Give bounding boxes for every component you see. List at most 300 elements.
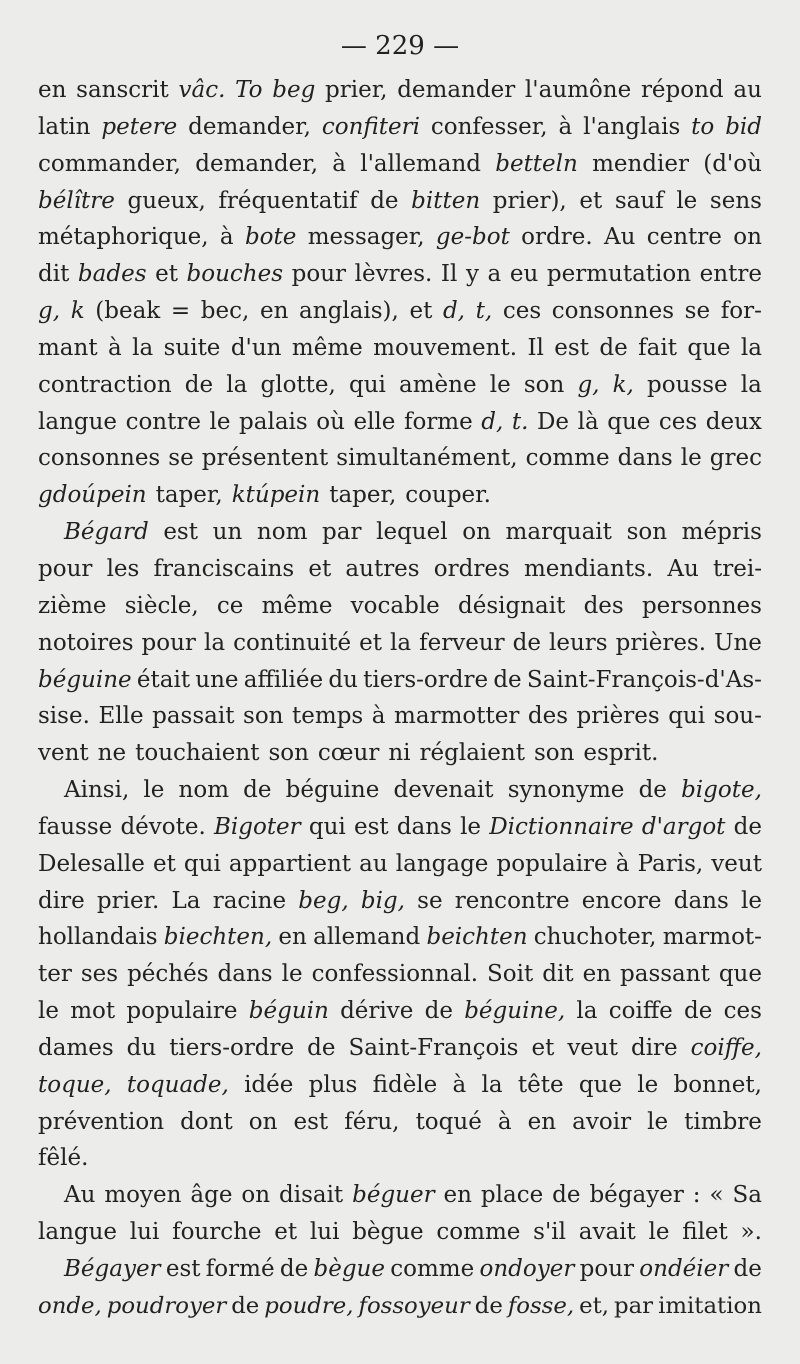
body-text: [38, 72, 762, 1325]
word: rencontre: [454, 887, 570, 914]
word: la: [226, 371, 248, 398]
word: trei-: [712, 555, 762, 582]
word: k: [70, 298, 85, 325]
word: du: [126, 1034, 157, 1061]
word: son: [268, 740, 309, 767]
word: tête: [517, 1071, 564, 1098]
word: réglaient: [419, 740, 525, 767]
word: dit: [542, 961, 574, 988]
word: permutation: [546, 261, 692, 288]
word: langue: [38, 408, 118, 435]
word: taper,: [329, 482, 397, 509]
word: tiers-ordre: [363, 666, 489, 693]
word: glotte,: [260, 371, 336, 398]
word: pour: [291, 261, 347, 288]
word: contre: [125, 408, 201, 435]
word: demander,: [188, 113, 311, 140]
word: mendiants.: [523, 555, 654, 582]
word: désignait: [458, 592, 566, 619]
word: affiliée: [243, 666, 324, 693]
word: Elle: [98, 703, 144, 730]
word: confiteri: [321, 113, 420, 140]
word: le: [460, 813, 482, 840]
word: en: [443, 1182, 472, 1209]
word: comme: [436, 1219, 521, 1246]
word: messager,: [307, 224, 425, 251]
word: en: [278, 924, 307, 951]
word: béguine,: [464, 998, 566, 1025]
word: au: [733, 77, 762, 103]
word: moyen: [104, 1182, 182, 1209]
word: taper,: [155, 482, 223, 509]
word: se: [684, 298, 711, 325]
word: lui: [309, 1219, 340, 1246]
word: Une: [714, 629, 762, 656]
text-line: [38, 256, 762, 293]
word: mendier: [592, 150, 689, 177]
word: même: [291, 334, 363, 361]
word: marmot-: [662, 924, 762, 951]
word: que: [718, 961, 762, 988]
word: to: [691, 113, 715, 140]
text-line: [38, 1288, 762, 1325]
word: bote: [244, 224, 297, 251]
word: gdoúpein: [38, 482, 147, 509]
word: allemand: [313, 924, 421, 951]
word: Au: [603, 224, 636, 251]
word: coiffe,: [690, 1034, 762, 1061]
word: de: [512, 629, 541, 656]
text-line: [38, 1251, 762, 1288]
text-line: [38, 440, 762, 477]
word: Au: [64, 1182, 96, 1209]
word: betteln: [495, 150, 578, 177]
word: le: [676, 187, 698, 214]
word: demander,: [195, 150, 319, 177]
text-line: [38, 551, 762, 588]
text-line: [38, 477, 762, 514]
word: contraction: [38, 371, 172, 398]
word: veut: [711, 850, 762, 877]
word: onde,: [38, 1292, 102, 1319]
word: Au: [667, 555, 699, 582]
text-line: [38, 109, 762, 146]
word: sens: [709, 187, 762, 214]
word: palais: [239, 408, 308, 435]
word: timbre: [684, 1108, 762, 1135]
word: à: [558, 113, 573, 140]
word: à: [107, 334, 122, 361]
word: par: [322, 519, 362, 546]
word: ni: [388, 740, 411, 767]
word: beg,: [298, 887, 349, 914]
word: La: [171, 887, 201, 914]
word: encore: [581, 887, 662, 914]
word: hollandais: [38, 924, 158, 951]
word: de: [370, 187, 399, 214]
word: vent: [38, 740, 89, 767]
word: marquait: [505, 519, 612, 546]
word: fosse,: [507, 1292, 575, 1319]
word: imitation: [658, 1292, 762, 1319]
word: zième: [38, 592, 107, 619]
text-line: [38, 956, 762, 993]
word: pour: [579, 1256, 635, 1282]
word: le: [209, 408, 231, 435]
word: que: [687, 334, 731, 361]
word: ondéier: [639, 1256, 729, 1282]
word: et: [531, 1034, 555, 1061]
word: couper.: [405, 482, 491, 509]
word: d,: [481, 408, 504, 435]
word: veut: [567, 1034, 618, 1061]
word: à: [615, 850, 630, 877]
word: grec: [709, 445, 762, 472]
word: comme: [525, 445, 610, 472]
text-line: [38, 146, 762, 183]
word: la: [576, 998, 598, 1025]
word: ktúpein: [231, 482, 321, 509]
word: à: [332, 150, 346, 177]
word: à: [371, 703, 386, 730]
word: et: [155, 261, 178, 288]
word: un: [212, 519, 243, 546]
word: deux: [705, 408, 762, 435]
text-line: [38, 809, 762, 846]
word: se: [168, 445, 194, 472]
word: prier.: [96, 887, 160, 914]
word: «: [709, 1182, 724, 1209]
word: prières: [576, 703, 660, 730]
word: par: [614, 1292, 654, 1319]
text-line: [38, 772, 762, 809]
word: une: [195, 666, 239, 693]
text-line: [38, 883, 762, 920]
word: fourche: [172, 1219, 262, 1246]
text-line: [38, 367, 762, 404]
word: et: [409, 298, 433, 325]
word: a: [487, 261, 502, 288]
word: eu: [509, 261, 539, 288]
word: se: [417, 887, 443, 914]
word: De: [536, 408, 570, 435]
word: présentent: [201, 445, 329, 472]
word: Il: [440, 261, 458, 288]
word: la: [132, 334, 154, 361]
word: racine: [212, 887, 287, 914]
word: bègue: [352, 1219, 424, 1246]
word: avait: [578, 1219, 636, 1246]
word: qui: [308, 813, 346, 840]
word: fait: [638, 334, 677, 361]
word: suite: [163, 334, 221, 361]
text-line: [38, 1177, 762, 1214]
text-line: [38, 1030, 762, 1067]
word: ces: [658, 408, 698, 435]
word: forme: [403, 408, 473, 435]
word: bitten: [411, 187, 481, 214]
word: au: [359, 850, 388, 877]
text-line: [38, 1067, 762, 1104]
word: place: [480, 1182, 544, 1209]
word: dérive: [340, 998, 414, 1025]
word: la: [203, 629, 226, 656]
word: g,: [38, 298, 61, 325]
word: le: [489, 371, 511, 398]
word: ordres: [433, 555, 510, 582]
word: lèvres.: [354, 261, 433, 288]
word: béguine: [38, 666, 132, 693]
word: comme: [390, 1256, 475, 1282]
word: béguine: [285, 777, 380, 804]
text-line: [38, 1104, 762, 1141]
word: prier),: [492, 187, 567, 214]
word: de: [231, 1292, 260, 1319]
word: et: [579, 187, 603, 214]
word: temps: [292, 703, 364, 730]
word: simultanément,: [336, 445, 518, 472]
word: d,: [442, 298, 465, 325]
word: la: [481, 1071, 503, 1098]
word: est: [163, 519, 198, 546]
word: est: [293, 1108, 329, 1135]
word: son: [523, 371, 565, 398]
word: de: [279, 1256, 309, 1282]
word: dans: [673, 887, 729, 914]
word: ter: [38, 961, 72, 988]
word: notoires: [38, 629, 134, 656]
word: dit: [38, 261, 70, 288]
word: de: [684, 998, 713, 1025]
word: bid: [725, 113, 762, 140]
word: bégayer: [589, 1182, 684, 1209]
word: où: [316, 408, 345, 435]
word: ferveur: [419, 629, 505, 656]
word: petere: [101, 113, 178, 140]
word: on: [248, 1108, 278, 1135]
word: et: [308, 555, 332, 582]
word: poudre,: [264, 1292, 354, 1319]
word: t.: [511, 408, 529, 435]
word: dans: [617, 445, 673, 472]
word: (d'où: [703, 150, 762, 177]
word: féru,: [344, 1108, 400, 1135]
word: dire: [630, 1034, 678, 1061]
word: on: [241, 1182, 271, 1209]
word: ses: [80, 961, 119, 988]
word: âge: [190, 1182, 233, 1209]
word: ordre.: [521, 224, 593, 251]
word: les: [106, 555, 140, 582]
text-line: [38, 993, 762, 1030]
word: Delesalle: [38, 850, 145, 877]
word: Bigoter: [213, 813, 301, 840]
word: en: [582, 961, 612, 988]
word: cœur: [317, 740, 380, 767]
text-line: [38, 183, 762, 220]
word: fidèle: [372, 1071, 438, 1098]
word: consonnes: [38, 445, 161, 472]
word: filet: [682, 1219, 728, 1246]
word: d'argot: [641, 813, 726, 840]
word: mépris: [681, 519, 762, 546]
word: bec,: [200, 298, 250, 325]
word: =: [170, 298, 191, 325]
word: des: [527, 703, 568, 730]
word: mant: [38, 334, 98, 361]
word: l'anglais: [583, 113, 681, 140]
word: Bégard: [64, 519, 149, 546]
word: de: [243, 777, 272, 804]
word: centre: [646, 224, 722, 251]
word: Paris,: [637, 850, 704, 877]
word: de: [493, 666, 522, 693]
word: bélître: [38, 187, 115, 214]
word: confessionnal.: [311, 961, 479, 988]
word: langage: [395, 850, 489, 877]
word: même: [261, 592, 333, 619]
word: que: [607, 408, 651, 435]
word: ce: [216, 592, 244, 619]
word: de: [599, 334, 628, 361]
word: ondoyer: [479, 1256, 575, 1282]
word: appartient: [228, 850, 352, 877]
word: le: [281, 961, 303, 988]
word: confesser,: [430, 113, 548, 140]
word: mouvement.: [373, 334, 518, 361]
word: du: [328, 666, 358, 693]
word: est: [554, 334, 589, 361]
word: pour: [141, 629, 196, 656]
word: son: [243, 703, 284, 730]
word: son: [533, 740, 575, 767]
word: lequel: [376, 519, 448, 546]
word: synonyme: [507, 777, 625, 804]
word: répond: [640, 77, 724, 103]
word: dont: [180, 1108, 233, 1135]
word: dames: [38, 1034, 114, 1061]
word: dire: [38, 887, 85, 914]
word: populaire: [496, 850, 608, 877]
word: poudroyer: [106, 1292, 227, 1319]
word: d'un: [230, 334, 282, 361]
word: à: [219, 224, 234, 251]
word: commander,: [38, 150, 181, 177]
word: Ainsi,: [64, 777, 130, 804]
word: le: [740, 887, 762, 914]
word: nom: [178, 777, 230, 804]
word: que: [578, 1071, 623, 1098]
word: idée: [244, 1071, 294, 1098]
word: vâc.: [178, 77, 226, 103]
word: béguin: [248, 998, 329, 1025]
word: toquade,: [126, 1071, 229, 1098]
word: le: [648, 1219, 670, 1246]
word: latin: [38, 113, 91, 140]
word: avoir: [572, 1108, 632, 1135]
word: des: [583, 592, 624, 619]
word: Saint-François-d'As-: [526, 666, 762, 693]
text-line: [38, 514, 762, 551]
word: le: [647, 1108, 669, 1135]
word: disait: [278, 1182, 344, 1209]
text-line: [38, 625, 762, 662]
word: amène: [399, 371, 477, 398]
word: prévention: [38, 1108, 165, 1135]
word: dans: [396, 813, 452, 840]
word: personnes: [641, 592, 762, 619]
word: de: [184, 371, 214, 398]
word: de: [552, 1182, 581, 1209]
word: bègue: [313, 1256, 385, 1282]
word: elle: [353, 408, 396, 435]
word: pour: [38, 555, 93, 582]
word: fréquentatif: [218, 187, 358, 214]
word: dévote.: [120, 813, 206, 840]
word: beichten: [426, 924, 528, 951]
text-line: [38, 404, 762, 441]
word: on: [733, 224, 762, 251]
word: là: [577, 408, 599, 435]
word: qui: [668, 703, 706, 730]
word: fossoyeur: [358, 1292, 470, 1319]
word: de: [424, 998, 453, 1025]
word: de: [474, 1292, 503, 1319]
word: bonnet,: [673, 1071, 762, 1098]
word: big,: [360, 887, 405, 914]
text-line: [38, 1140, 762, 1177]
word: passant: [620, 961, 710, 988]
text-line: [38, 293, 762, 330]
word: entre: [699, 261, 762, 288]
word: la: [740, 371, 762, 398]
word: le: [143, 777, 165, 804]
word: l'allemand: [360, 150, 481, 177]
word: toqué: [415, 1108, 482, 1135]
word: bigote,: [681, 777, 762, 804]
word: péchés: [127, 961, 209, 988]
word: gueux,: [127, 187, 206, 214]
word: marmotter: [394, 703, 520, 730]
word: g,: [577, 371, 600, 398]
word: (beak: [95, 298, 161, 325]
word: Saint-François: [348, 1034, 519, 1061]
word: qui: [183, 850, 221, 877]
word: formé: [205, 1256, 275, 1282]
word: siècle,: [124, 592, 199, 619]
word: sou-: [713, 703, 762, 730]
text-line: [38, 919, 762, 956]
word: ces: [723, 998, 762, 1025]
word: on: [462, 519, 491, 546]
word: ge-bot: [435, 224, 510, 251]
word: prières.: [615, 629, 707, 656]
word: sise.: [38, 703, 90, 730]
word: qui: [348, 371, 386, 398]
word: la: [740, 334, 762, 361]
word: en: [527, 1108, 557, 1135]
word: nom: [256, 519, 308, 546]
word: métaphorique,: [38, 224, 209, 251]
word: tiers-ordre: [169, 1034, 295, 1061]
text-line: [38, 588, 762, 625]
word: ces: [502, 298, 542, 325]
word: est: [165, 1256, 201, 1282]
word: est: [353, 813, 389, 840]
word: fausse: [38, 813, 113, 840]
text-line: [38, 219, 762, 256]
word: s'il: [533, 1219, 566, 1246]
